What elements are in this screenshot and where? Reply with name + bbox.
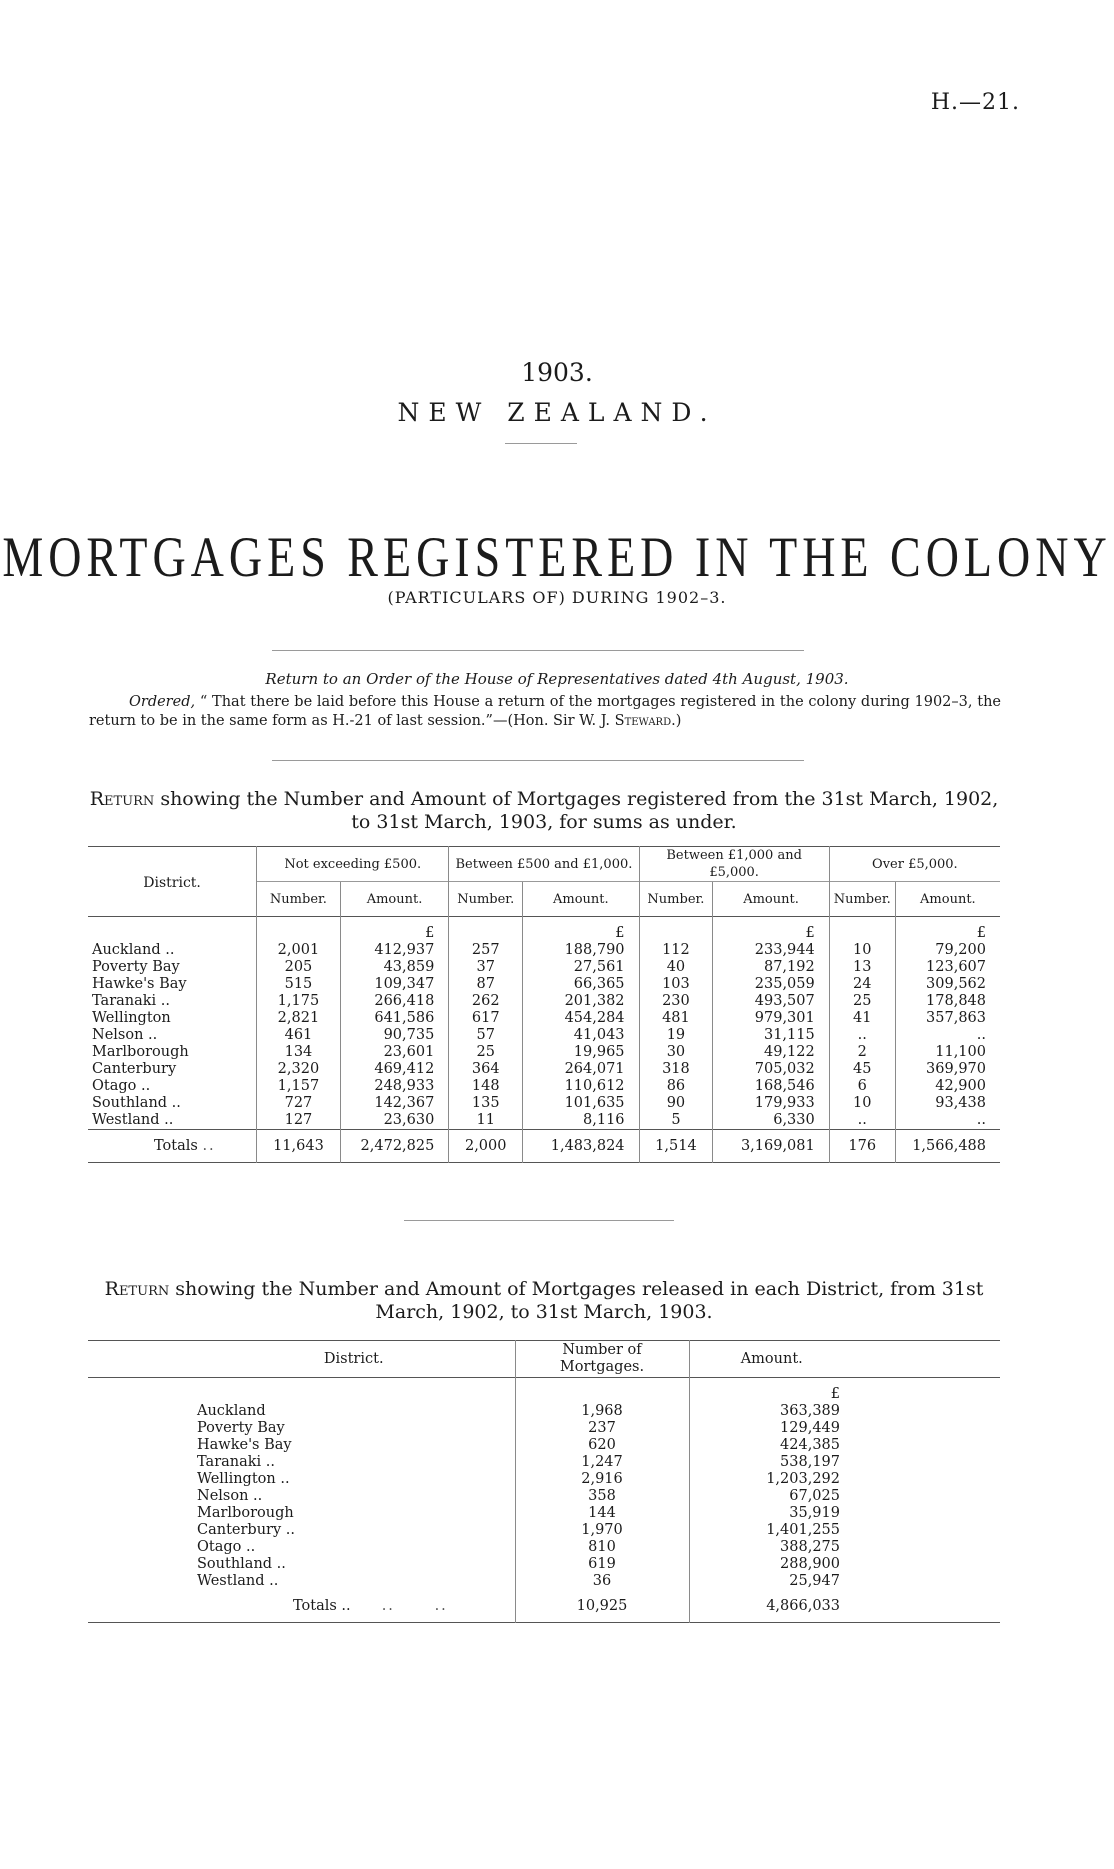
order-body: “ That there be laid before this House a return of the mortgages registered in the colony during 1902–3, the return to be in the same form as H.-21 of last session.”—(Hon. Sir W. J. xyxy=(89,694,1001,729)
number-cell: 112 xyxy=(639,942,713,959)
district-cell: Otago .. xyxy=(197,1539,256,1555)
district-cell: Marlborough xyxy=(197,1505,294,1521)
amount-cell: 66,365 xyxy=(523,976,639,993)
amount-cell: 705,032 xyxy=(713,1061,829,1078)
number-cell: 481 xyxy=(639,1010,713,1027)
number-cell: 237 xyxy=(515,1420,689,1437)
currency-label: £ xyxy=(689,1378,854,1404)
number-cell: 103 xyxy=(639,976,713,993)
number-cell: 727 xyxy=(257,1095,341,1112)
group-header: Between £500 and £1,000. xyxy=(449,847,639,882)
number-cell: 515 xyxy=(257,976,341,993)
district-cell: Auckland .. xyxy=(92,942,175,958)
district-cell: Otago .. xyxy=(92,1078,151,1094)
amount-header: Amount. xyxy=(895,882,1000,917)
district-header: District. xyxy=(323,1350,384,1367)
amount-cell: 201,382 xyxy=(523,993,639,1010)
amount-cell: 67,025 xyxy=(689,1488,854,1505)
amount-cell: 41,043 xyxy=(523,1027,639,1044)
amount-cell: 357,863 xyxy=(895,1010,1000,1027)
number-cell: 318 xyxy=(639,1061,713,1078)
number-cell: 364 xyxy=(449,1061,523,1078)
district-cell: Hawke's Bay xyxy=(92,976,187,992)
district-cell: Hawke's Bay xyxy=(197,1437,292,1453)
number-cell: 13 xyxy=(829,959,895,976)
amount-cell: 248,933 xyxy=(340,1078,449,1095)
total-amount: 2,472,825 xyxy=(340,1130,449,1163)
number-cell: 5 xyxy=(639,1112,713,1130)
table-row xyxy=(88,1522,1000,1539)
amount-cell: 412,937 xyxy=(340,942,449,959)
amount-cell: 454,284 xyxy=(523,1010,639,1027)
district-cell: Canterbury .. xyxy=(197,1522,295,1538)
amount-cell: 35,919 xyxy=(689,1505,854,1522)
amount-cell: 309,562 xyxy=(895,976,1000,993)
amount-cell: 369,970 xyxy=(895,1061,1000,1078)
amount-header: Amount. xyxy=(523,882,639,917)
number-cell: 30 xyxy=(639,1044,713,1061)
currency-label: £ xyxy=(713,917,829,943)
number-cell: 10 xyxy=(829,942,895,959)
group-header: Between £1,000 and £5,000. xyxy=(639,847,829,882)
number-cell: 2,916 xyxy=(515,1471,689,1488)
amount-cell: 79,200 xyxy=(895,942,1000,959)
total-number: 1,514 xyxy=(639,1130,713,1163)
amount-cell: 31,115 xyxy=(713,1027,829,1044)
number-cell: 6 xyxy=(829,1078,895,1095)
number-cell: 127 xyxy=(257,1112,341,1130)
amount-header: Amount. xyxy=(689,1341,854,1378)
table-row xyxy=(88,1556,1000,1573)
amount-cell: 129,449 xyxy=(689,1420,854,1437)
number-cell: 19 xyxy=(639,1027,713,1044)
table-row xyxy=(88,1095,1000,1112)
district-cell: Poverty Bay xyxy=(197,1420,285,1436)
district-cell: Westland .. xyxy=(197,1573,279,1589)
number-cell: 1,247 xyxy=(515,1454,689,1471)
amount-cell: 188,790 xyxy=(523,942,639,959)
return1-heading xyxy=(88,788,1000,834)
number-cell: 25 xyxy=(449,1044,523,1061)
number-cell: 810 xyxy=(515,1539,689,1556)
ordered-label: Ordered, xyxy=(129,694,196,710)
table-row xyxy=(88,1539,1000,1556)
return1-lead: Return xyxy=(89,788,155,810)
total-amount: 1,483,824 xyxy=(523,1130,639,1163)
district-cell: Southland .. xyxy=(92,1095,181,1111)
number-cell: 262 xyxy=(449,993,523,1010)
amount-cell: 42,900 xyxy=(895,1078,1000,1095)
total-amount: 4,866,033 xyxy=(689,1590,854,1623)
number-cell: 40 xyxy=(639,959,713,976)
return2-heading xyxy=(88,1278,1000,1324)
amount-cell: 266,418 xyxy=(340,993,449,1010)
amount-cell: 43,859 xyxy=(340,959,449,976)
district-cell: Taranaki .. xyxy=(197,1454,276,1470)
total-number: 176 xyxy=(829,1130,895,1163)
number-cell: 37 xyxy=(449,959,523,976)
number-cell: 2,821 xyxy=(257,1010,341,1027)
district-cell: Poverty Bay xyxy=(92,959,180,975)
amount-cell: 979,301 xyxy=(713,1010,829,1027)
table-row xyxy=(88,1112,1000,1130)
amount-cell: .. xyxy=(895,1112,1000,1130)
number-header: Number of Mortgages. xyxy=(515,1341,689,1378)
number-cell: 620 xyxy=(515,1437,689,1454)
number-cell: 25 xyxy=(829,993,895,1010)
table-row xyxy=(88,1454,1000,1471)
number-cell: 1,157 xyxy=(257,1078,341,1095)
number-cell: 230 xyxy=(639,993,713,1010)
amount-cell: .. xyxy=(895,1027,1000,1044)
amount-cell: 123,607 xyxy=(895,959,1000,976)
number-cell: 134 xyxy=(257,1044,341,1061)
district-cell: Canterbury xyxy=(92,1061,177,1077)
table-row xyxy=(88,993,1000,1010)
table-row xyxy=(88,1488,1000,1505)
table-row xyxy=(88,1403,1000,1420)
released-mortgages-table xyxy=(88,1340,1000,1623)
amount-cell: 93,438 xyxy=(895,1095,1000,1112)
amount-cell: 1,203,292 xyxy=(689,1471,854,1488)
table-row xyxy=(88,1420,1000,1437)
number-cell: 2 xyxy=(829,1044,895,1061)
amount-cell: 6,330 xyxy=(713,1112,829,1130)
number-cell: 10 xyxy=(829,1095,895,1112)
report-year: 1903. xyxy=(521,358,593,387)
number-cell: 148 xyxy=(449,1078,523,1095)
number-cell: 617 xyxy=(449,1010,523,1027)
district-cell: Taranaki .. xyxy=(92,993,171,1009)
table-row xyxy=(88,976,1000,993)
divider xyxy=(272,760,804,761)
amount-cell: 424,385 xyxy=(689,1437,854,1454)
amount-cell: 288,900 xyxy=(689,1556,854,1573)
amount-cell: 19,965 xyxy=(523,1044,639,1061)
district-cell: Wellington xyxy=(92,1010,171,1026)
amount-cell: 179,933 xyxy=(713,1095,829,1112)
amount-cell: 25,947 xyxy=(689,1573,854,1590)
number-cell: 86 xyxy=(639,1078,713,1095)
amount-cell: 363,389 xyxy=(689,1403,854,1420)
order-text xyxy=(89,693,1001,731)
number-cell: 1,970 xyxy=(515,1522,689,1539)
number-cell: 36 xyxy=(515,1573,689,1590)
number-cell: 87 xyxy=(449,976,523,993)
order-reference: Return to an Order of the House of Representatives dated 4th August, 1903. xyxy=(265,670,849,688)
amount-header: Amount. xyxy=(340,882,449,917)
number-cell: 257 xyxy=(449,942,523,959)
divider xyxy=(272,650,804,651)
number-cell: 135 xyxy=(449,1095,523,1112)
total-amount: 1,566,488 xyxy=(895,1130,1000,1163)
table-row xyxy=(88,1078,1000,1095)
table-row xyxy=(88,1505,1000,1522)
currency-label: £ xyxy=(895,917,1000,943)
district-header: District. xyxy=(143,875,201,891)
district-cell: Marlborough xyxy=(92,1044,189,1060)
district-cell: Southland .. xyxy=(197,1556,286,1572)
table-row xyxy=(88,1471,1000,1488)
number-cell: 90 xyxy=(639,1095,713,1112)
amount-cell: 90,735 xyxy=(340,1027,449,1044)
district-cell: Nelson .. xyxy=(197,1488,263,1504)
amount-cell: 101,635 xyxy=(523,1095,639,1112)
number-cell: 358 xyxy=(515,1488,689,1505)
amount-cell: 23,630 xyxy=(340,1112,449,1130)
document-subtitle: (PARTICULARS OF) DURING 1902–3. xyxy=(387,588,727,607)
amount-cell: 469,412 xyxy=(340,1061,449,1078)
district-cell: Westland .. xyxy=(92,1112,174,1128)
number-cell: 205 xyxy=(257,959,341,976)
number-cell: .. xyxy=(829,1112,895,1130)
amount-cell: 109,347 xyxy=(340,976,449,993)
amount-cell: 23,601 xyxy=(340,1044,449,1061)
number-cell: 619 xyxy=(515,1556,689,1573)
currency-label: £ xyxy=(523,917,639,943)
number-header: Number. xyxy=(257,882,341,917)
amount-cell: 388,275 xyxy=(689,1539,854,1556)
table-row xyxy=(88,1061,1000,1078)
number-header: Number. xyxy=(639,882,713,917)
number-cell: 57 xyxy=(449,1027,523,1044)
total-number: 10,925 xyxy=(515,1590,689,1623)
amount-cell: 142,367 xyxy=(340,1095,449,1112)
amount-cell: 110,612 xyxy=(523,1078,639,1095)
number-cell: 2,001 xyxy=(257,942,341,959)
amount-cell: 168,546 xyxy=(713,1078,829,1095)
district-cell: Wellington .. xyxy=(197,1471,290,1487)
amount-cell: 235,059 xyxy=(713,976,829,993)
number-cell: .. xyxy=(829,1027,895,1044)
totals-label: Totals .. .. .. xyxy=(293,1597,448,1614)
amount-cell: 11,100 xyxy=(895,1044,1000,1061)
table-row xyxy=(88,942,1000,959)
divider xyxy=(505,443,577,444)
table-row xyxy=(88,1044,1000,1061)
registered-mortgages-table xyxy=(88,846,1000,1163)
district-cell: Nelson .. xyxy=(92,1027,158,1043)
number-cell: 144 xyxy=(515,1505,689,1522)
amount-header: Amount. xyxy=(713,882,829,917)
number-cell: 2,320 xyxy=(257,1061,341,1078)
table-row xyxy=(88,1437,1000,1454)
amount-cell: 49,122 xyxy=(713,1044,829,1061)
amount-cell: 538,197 xyxy=(689,1454,854,1471)
return1-heading-text: showing the Number and Amount of Mortgages registered from the 31st March, 1902, to 31st March, 1903, for sums as under. xyxy=(154,788,999,833)
amount-cell: 641,586 xyxy=(340,1010,449,1027)
amount-cell: 27,561 xyxy=(523,959,639,976)
amount-cell: 178,848 xyxy=(895,993,1000,1010)
number-cell: 461 xyxy=(257,1027,341,1044)
table-row xyxy=(88,959,1000,976)
group-header: Over £5,000. xyxy=(829,847,1000,882)
currency-label: £ xyxy=(340,917,449,943)
number-cell: 24 xyxy=(829,976,895,993)
return2-lead: Return xyxy=(104,1278,170,1300)
amount-cell: 264,071 xyxy=(523,1061,639,1078)
totals-label: Totals .. xyxy=(154,1137,216,1154)
divider xyxy=(404,1220,674,1221)
page-reference: H.—21. xyxy=(930,90,1020,115)
table-row xyxy=(88,1573,1000,1590)
return2-heading-text: showing the Number and Amount of Mortgages released in each District, from 31st March, 1902, to 31st March, 1903. xyxy=(169,1278,984,1323)
amount-cell: 87,192 xyxy=(713,959,829,976)
country-heading: NEW ZEALAND. xyxy=(397,398,717,427)
number-cell: 41 xyxy=(829,1010,895,1027)
number-cell: 1,968 xyxy=(515,1403,689,1420)
total-number: 2,000 xyxy=(449,1130,523,1163)
total-number: 11,643 xyxy=(257,1130,341,1163)
amount-cell: 8,116 xyxy=(523,1112,639,1130)
number-cell: 1,175 xyxy=(257,993,341,1010)
amount-cell: 493,507 xyxy=(713,993,829,1010)
order-end: .) xyxy=(671,713,682,729)
group-header: Not exceeding £500. xyxy=(257,847,449,882)
district-cell: Auckland xyxy=(197,1403,266,1419)
number-cell: 11 xyxy=(449,1112,523,1130)
number-header: Number. xyxy=(829,882,895,917)
table-row xyxy=(88,1027,1000,1044)
amount-cell: 1,401,255 xyxy=(689,1522,854,1539)
total-amount: 3,169,081 xyxy=(713,1130,829,1163)
number-cell: 45 xyxy=(829,1061,895,1078)
amount-cell: 233,944 xyxy=(713,942,829,959)
document-title: MORTGAGES REGISTERED IN THE COLONY xyxy=(2,524,1112,589)
number-header: Number. xyxy=(449,882,523,917)
table-row xyxy=(88,1010,1000,1027)
member-name: Steward xyxy=(614,713,672,729)
